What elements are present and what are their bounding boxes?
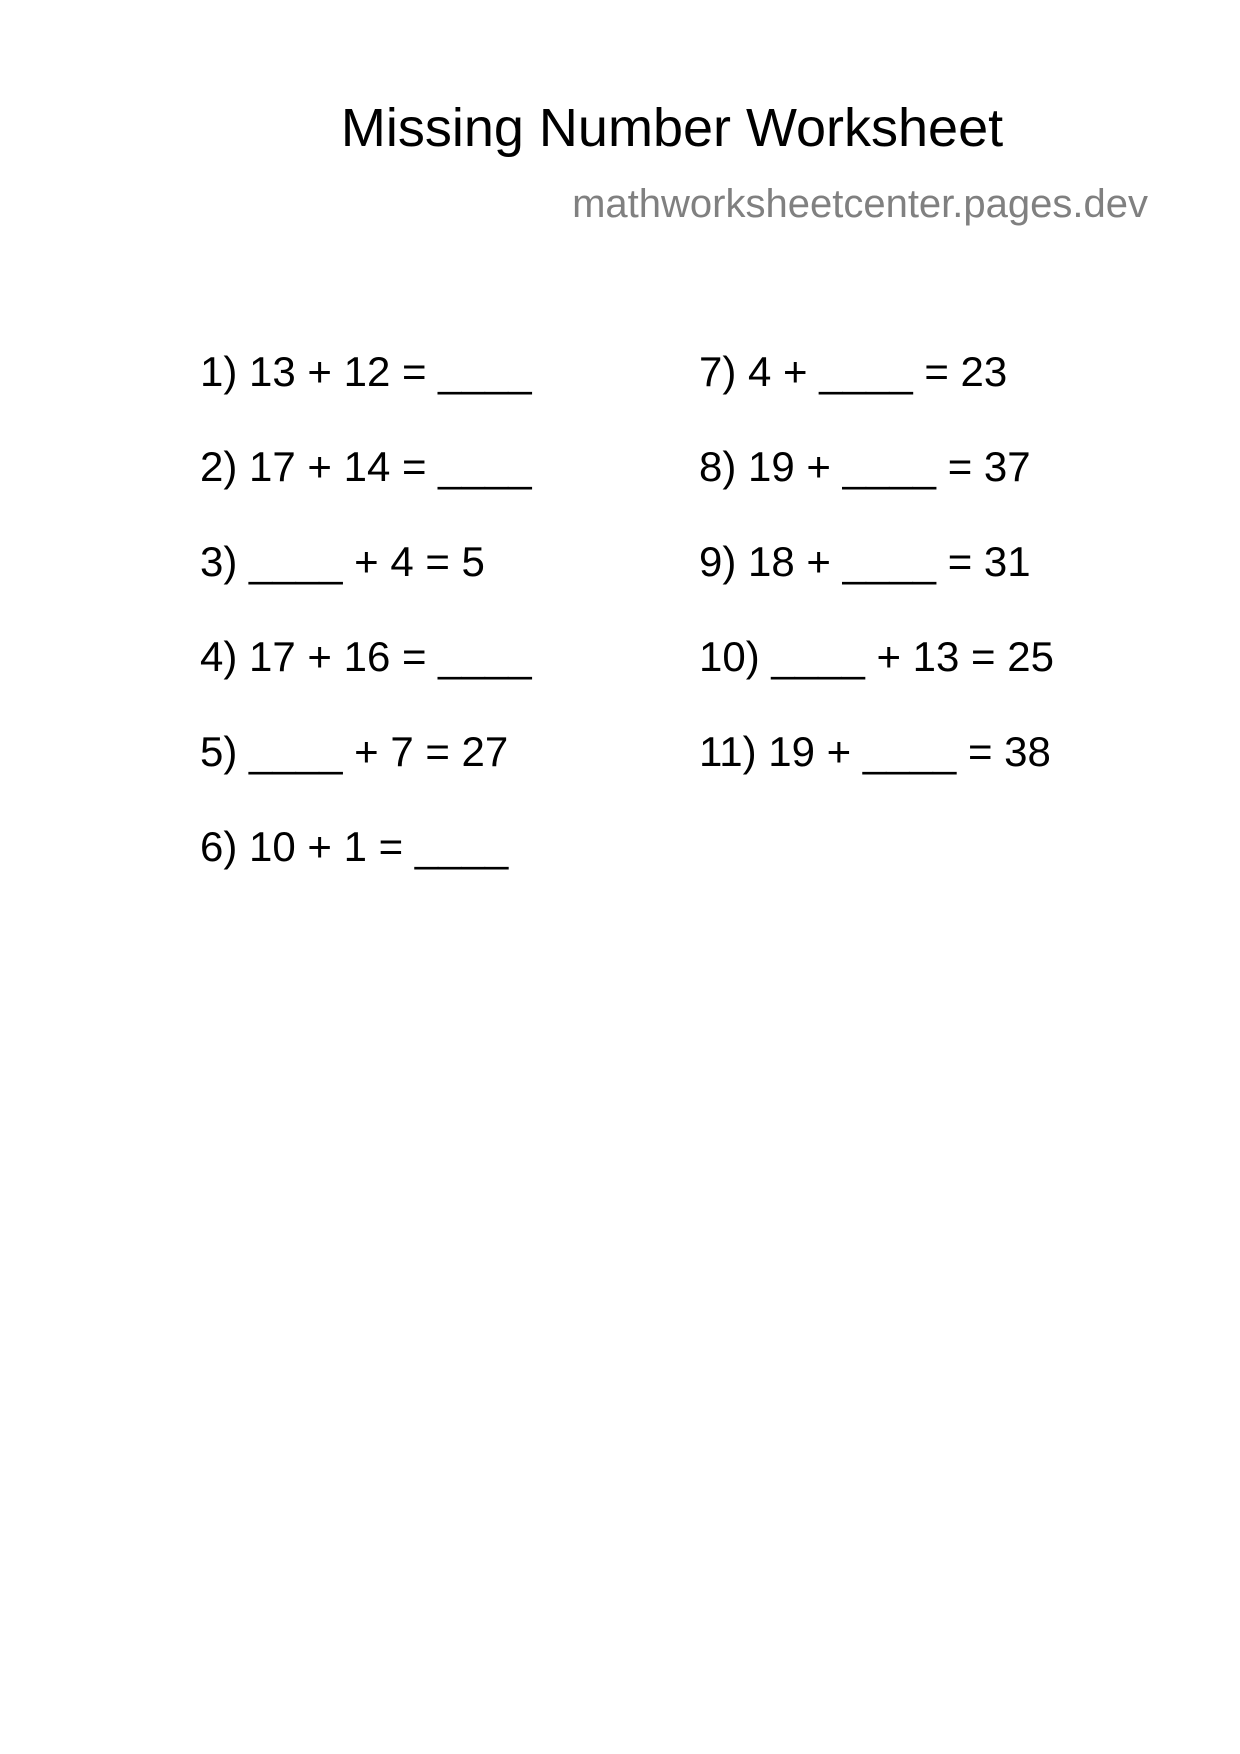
problem-item: 10) ____ + 13 = 25 (699, 633, 1054, 680)
problem-item: 8) 19 + ____ = 37 (699, 443, 1031, 490)
problem-item: 4) 17 + 16 = ____ (200, 633, 532, 680)
site-url: mathworksheetcenter.pages.dev (572, 182, 1148, 226)
problems-left-column (200, 348, 532, 918)
problem-item: 7) 4 + ____ = 23 (699, 348, 1008, 395)
problem-item: 3) ____ + 4 = 5 (200, 538, 485, 585)
problem-item: 1) 13 + 12 = ____ (200, 348, 532, 395)
problem-item: 5) ____ + 7 = 27 (200, 728, 509, 775)
page-title: Missing Number Worksheet (340, 98, 1004, 158)
problem-item: 6) 10 + 1 = ____ (200, 823, 509, 870)
problem-item: 9) 18 + ____ = 31 (699, 538, 1031, 585)
problems-right-column (699, 348, 1054, 823)
problem-item: 2) 17 + 14 = ____ (200, 443, 532, 490)
problem-item: 11) 19 + ____ = 38 (699, 728, 1051, 775)
